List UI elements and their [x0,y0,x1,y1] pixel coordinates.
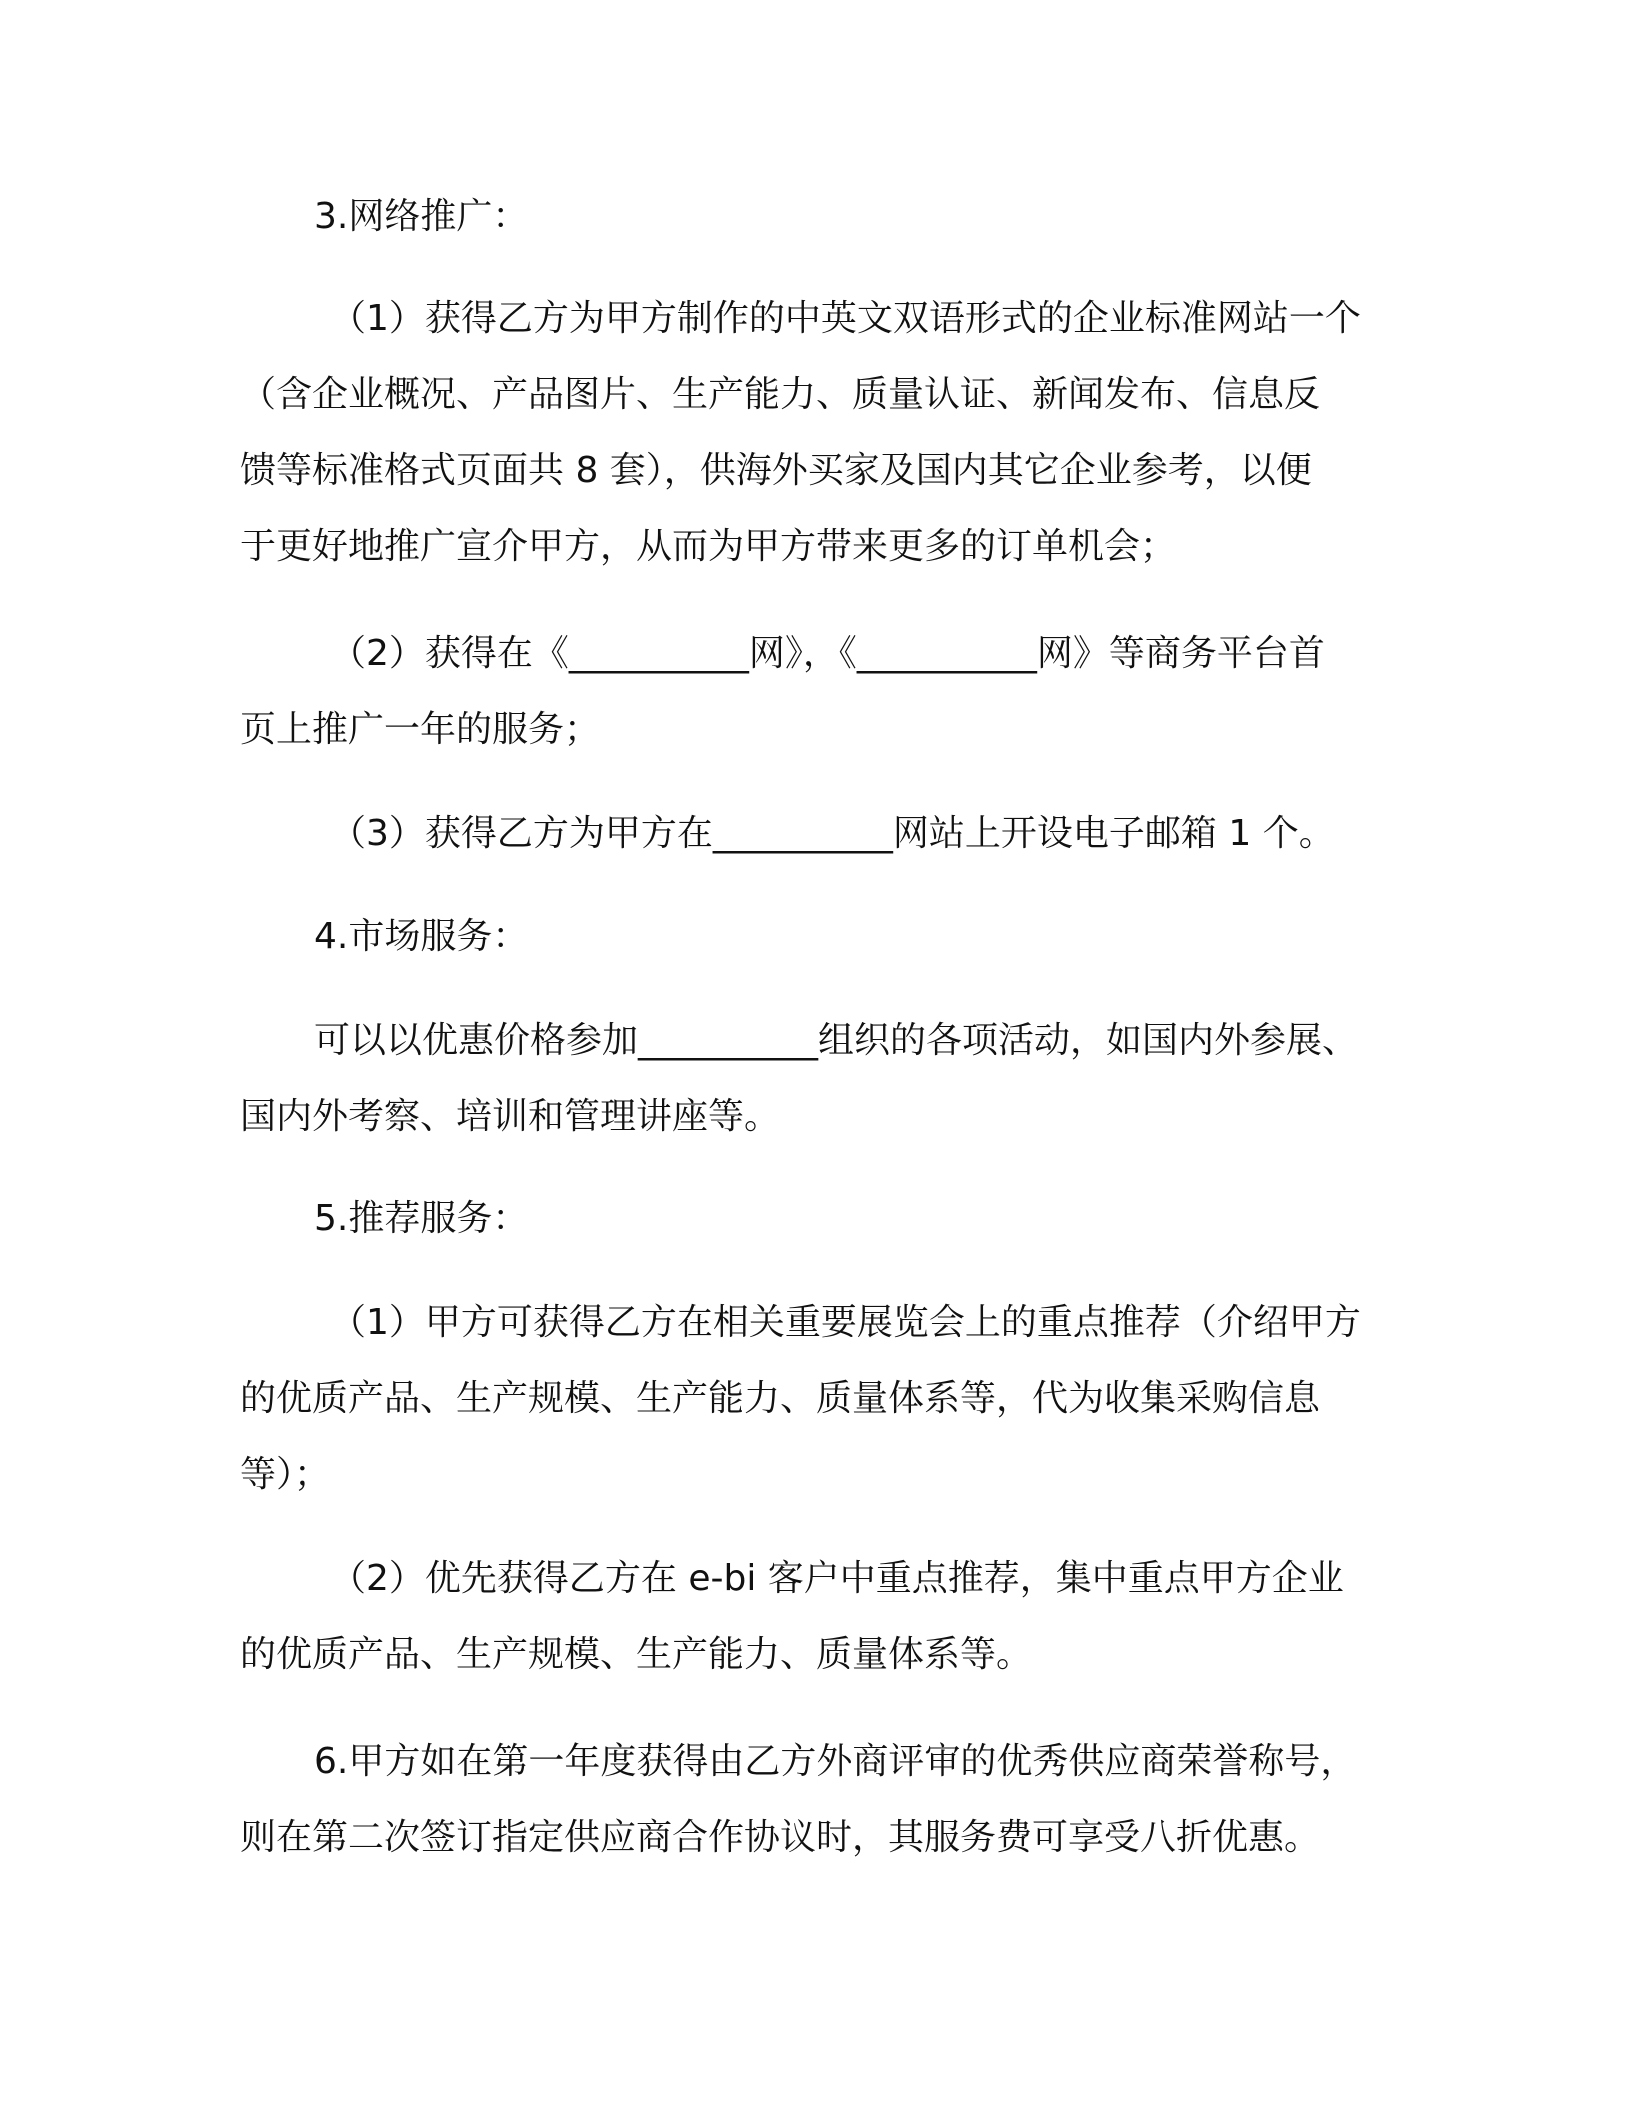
section-4-paragraph-line-2: 国内外考察、培训和管理讲座等。 [240,1096,781,1137]
section-5-heading: 5.推荐服务： [314,1198,529,1239]
section-3-item-3-line-1: （3）获得乙方为甲方在__________网站上开设电子邮箱 1 个。 [330,813,1335,854]
section-3-item-2-line-1: （2）获得在《__________网》，《__________网》等商务平台首 [330,633,1325,674]
section-5-item-1-line-3: 等）； [240,1454,331,1495]
section-5-item-2-line-2: 的优质产品、生产规模、生产能力、质量体系等。 [240,1634,1033,1675]
section-6-line-2: 则在第二次签订指定供应商合作协议时，其服务费可享受八折优惠。 [240,1817,1321,1858]
section-4-paragraph-line-1: 可以以优惠价格参加__________组织的各项活动，如国内外参展、 [314,1020,1359,1061]
section-6-line-1: 6.甲方如在第一年度获得由乙方外商评审的优秀供应商荣誉称号， [314,1741,1357,1782]
section-5-item-1-line-1: （1）甲方可获得乙方在相关重要展览会上的重点推荐（介绍甲方 [330,1302,1361,1343]
section-5-item-1-line-2: 的优质产品、生产规模、生产能力、质量体系等，代为收集采购信息 [240,1378,1321,1419]
section-4-heading: 4.市场服务： [314,916,529,957]
section-3-item-1-line-3: 馈等标准格式页面共 8 套），供海外买家及国内其它企业参考，以便 [240,450,1312,491]
section-3-heading: 3.网络推广： [314,196,529,237]
section-3-item-2-line-2: 页上推广一年的服务； [240,709,601,750]
section-3-item-1-line-4: 于更好地推广宣介甲方，从而为甲方带来更多的订单机会； [240,526,1177,567]
section-5-item-2-line-1: （2）优先获得乙方在 e-bi 客户中重点推荐，集中重点甲方企业 [330,1558,1344,1599]
section-3-item-1-line-2: （含企业概况、产品图片、生产能力、质量认证、新闻发布、信息反 [240,374,1321,415]
section-3-item-1-line-1: （1）获得乙方为甲方制作的中英文双语形式的企业标准网站一个 [330,298,1361,339]
